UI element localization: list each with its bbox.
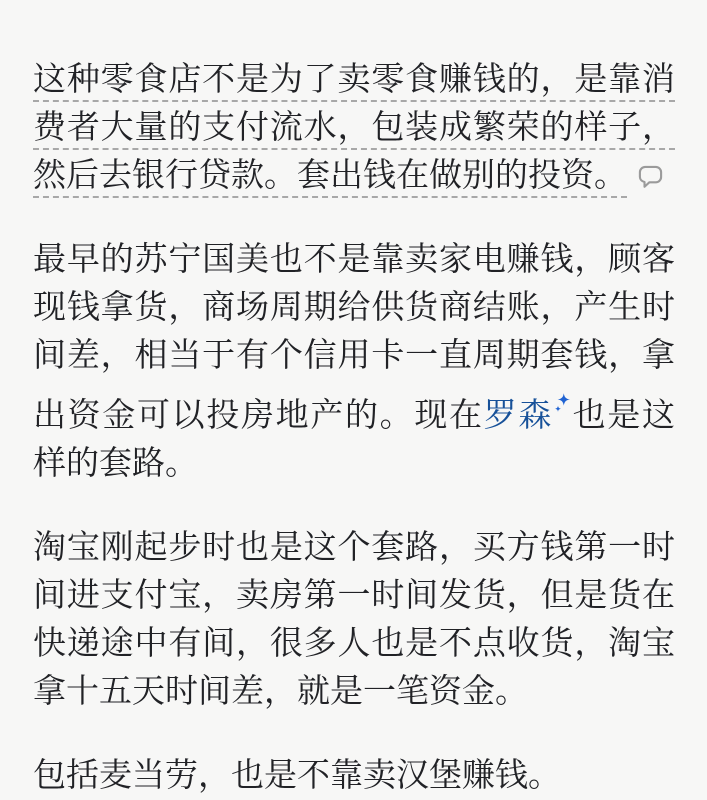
- sparkle-icon: [554, 379, 570, 401]
- entity-link-luosen[interactable]: [484, 396, 571, 433]
- comment-bubble-icon[interactable]: [637, 155, 664, 181]
- highlighted-text[interactable]: 这种零食店不是为了卖零食赚钱的，是靠消费者大量的支付流水，包装成繁荣的样子，然后去银行贷款。套出钱在做别的投资。: [33, 60, 675, 193]
- paragraph-4: 包括麦当劳，也是不靠卖汉堡赚钱。: [33, 756, 561, 793]
- entity-link-label: 罗森: [483, 396, 554, 433]
- paragraph-2-text-after: 也是这样的套路。: [33, 396, 676, 481]
- paragraph-2-text-before: 最早的苏宁国美也不是靠卖家电赚钱，顾客现钱拿货，商场周期给供货商结账，产生时间差，相当于有个信用卡一直周期套钱，拿出资金可以投房地产的。现在: [33, 240, 675, 433]
- paragraph-3: 淘宝刚起步时也是这个套路，买方钱第一时间进支付宝，卖房第一时间发货，但是货在快递途中有间，很多人也是不点收货，淘宝拿十五天时间差，就是一笔资金。: [33, 528, 675, 709]
- paragraph-2: [33, 235, 675, 487]
- paragraph-1: [33, 55, 675, 199]
